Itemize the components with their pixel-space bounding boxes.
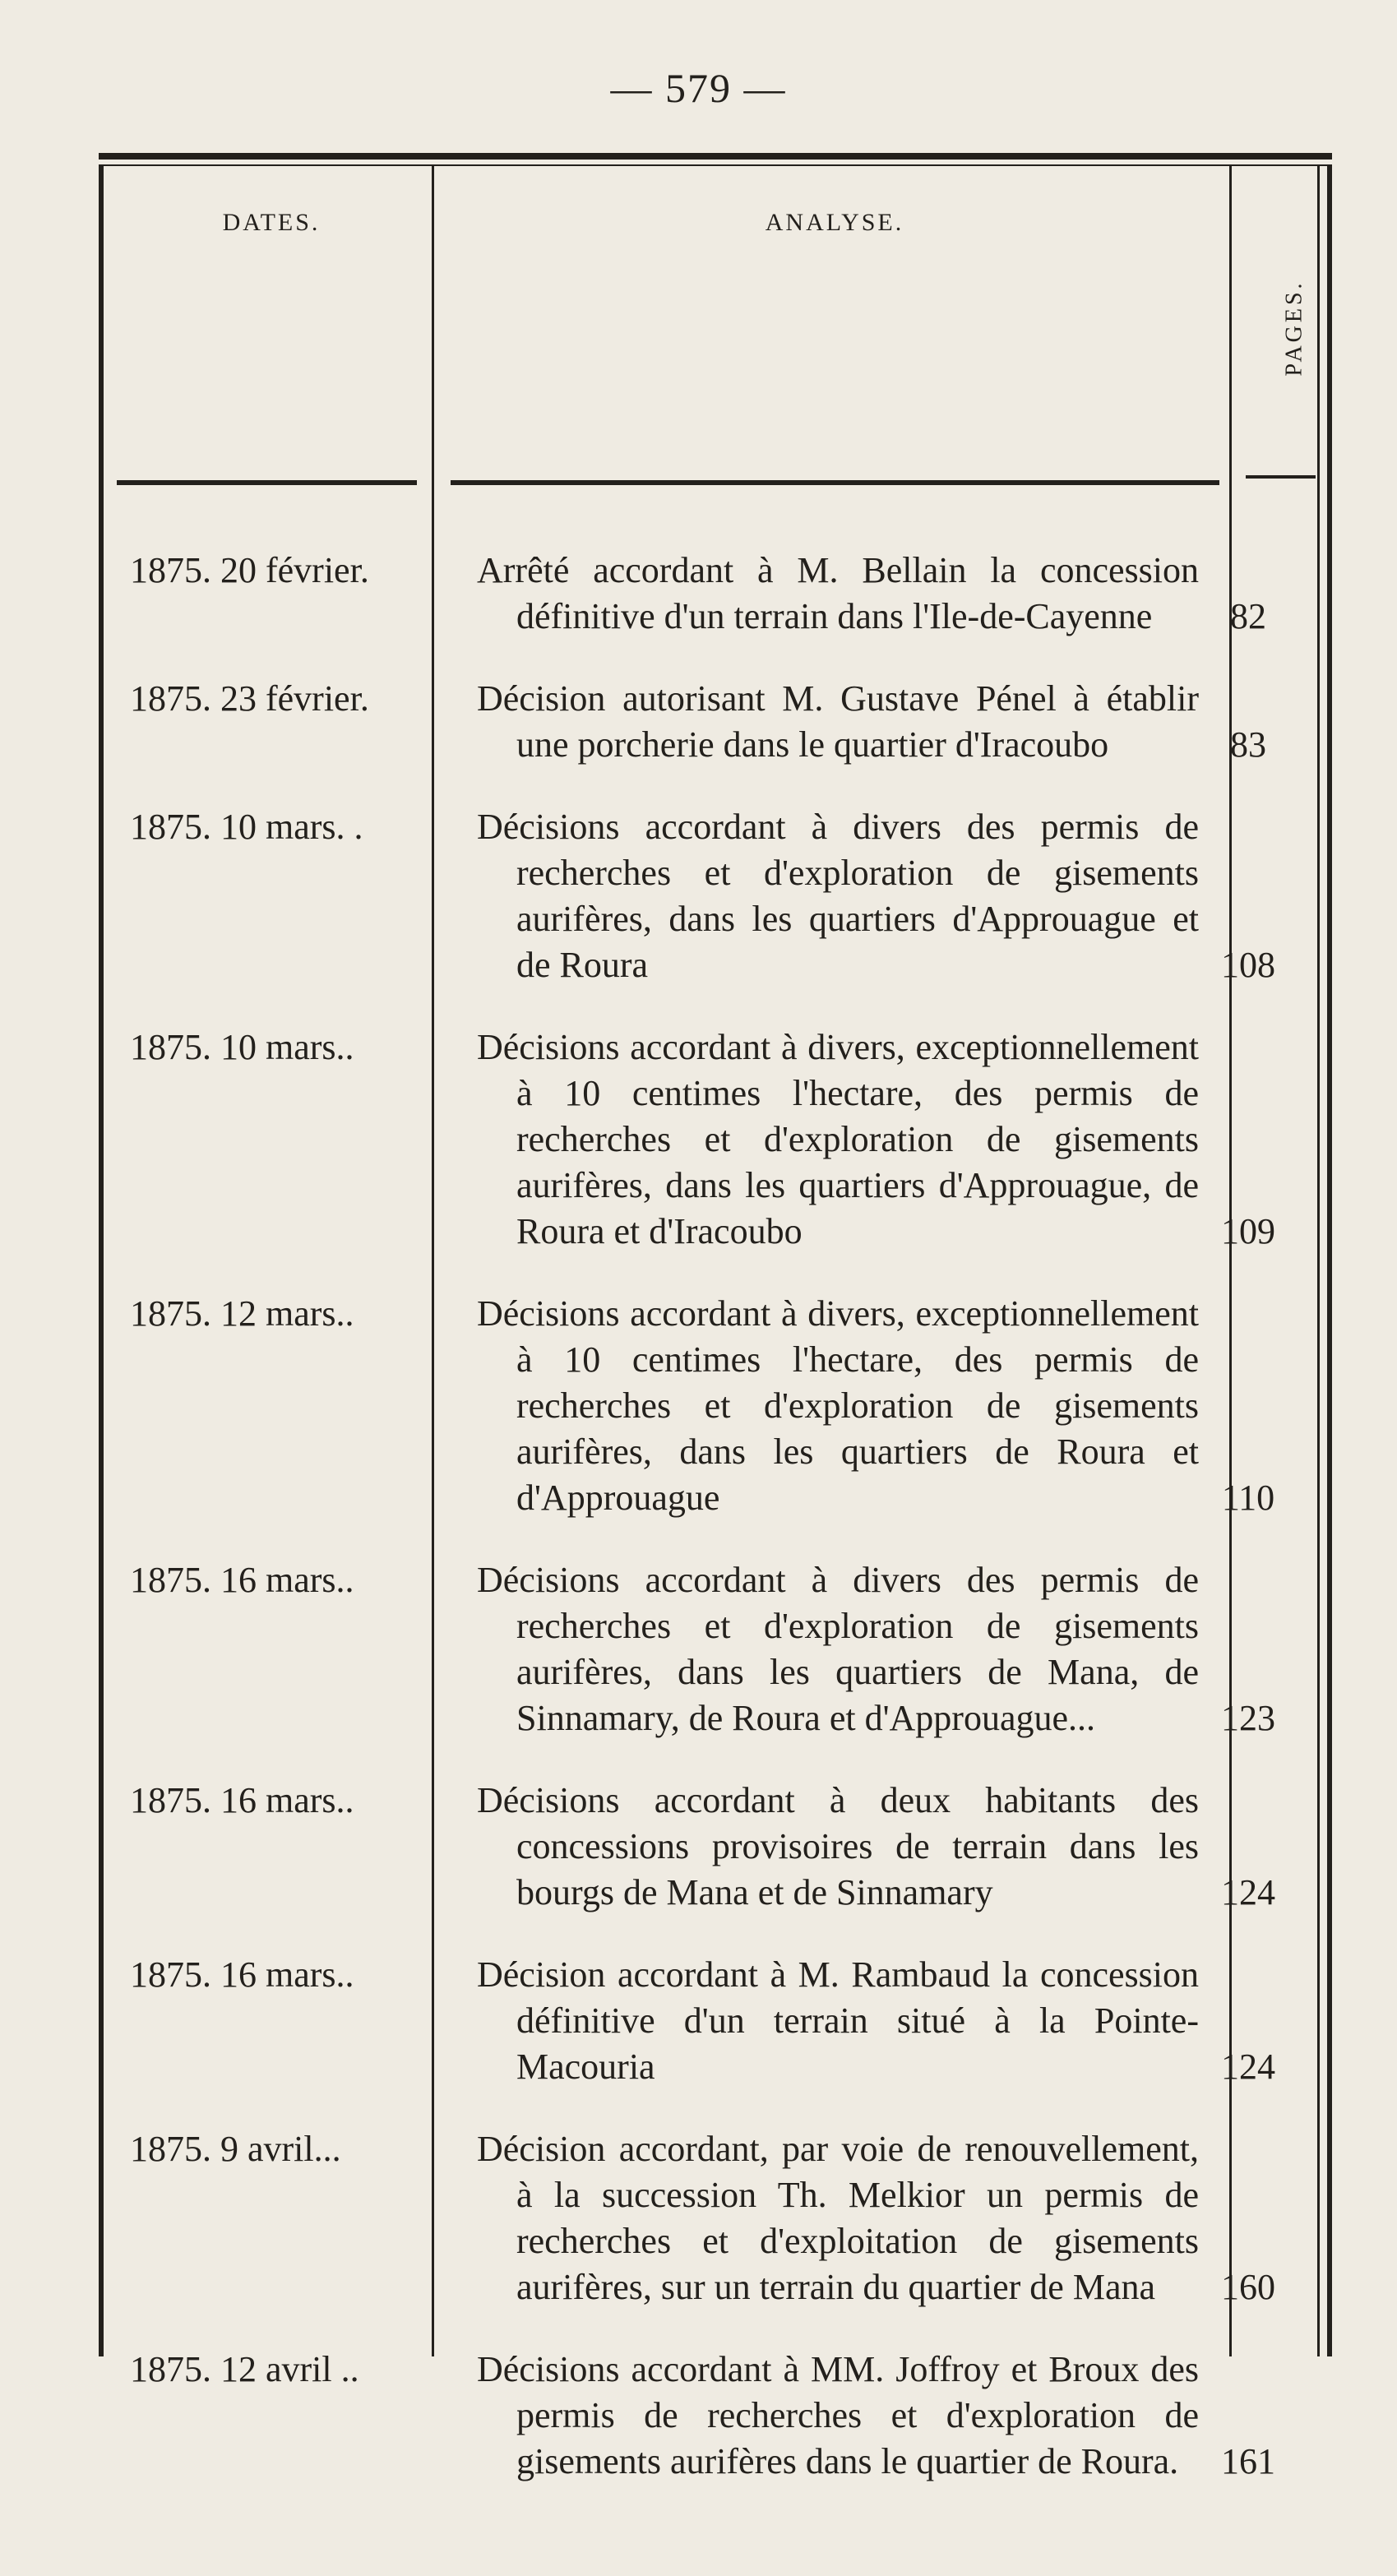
header-dates: DATES.: [222, 209, 321, 236]
entry-analysis: Décisions accordant à divers, exceptionnellement à 10 centimes l'hectare, des permis de recherches et d'exploration de gisements aurifères, dans les quartiers d'Approuague, de Roura et d'Iracoubo: [477, 1027, 1199, 1251]
entries-list: [99, 548, 1332, 2485]
table-row: [99, 1291, 1332, 1521]
table-row: [99, 1778, 1332, 1916]
entry-analysis: Arrêté accordant à M. Bellain la concession définitive d'un terrain dans l'Ile-de-Cayenne: [477, 550, 1199, 636]
top-rule: [99, 153, 1332, 160]
table-row: [99, 2126, 1332, 2310]
header-rule-dates: [117, 480, 417, 485]
entry-date: 1875. 12 avril ..: [130, 2349, 359, 2389]
entry-date: 1875. 10 mars..: [130, 1027, 354, 1067]
header-rule-pages: [1246, 475, 1316, 479]
table-row: [99, 676, 1332, 768]
entry-page: 108: [1221, 945, 1275, 985]
header-pages: PAGES.: [1282, 280, 1307, 377]
entry-analysis: Décisions accordant à divers, exceptionnellement à 10 centimes l'hectare, des permis de recherches et d'exploration de gisements aurifères, dans les quartiers de Roura et d'Approuague: [477, 1293, 1199, 1518]
entry-analysis: Décision accordant, par voie de renouvellement, à la succession Th. Melkior un permis de recherches et d'exploitation de gisements aurifères, sur un terrain du quartier de Mana: [477, 2129, 1199, 2307]
table-row: [99, 1024, 1332, 1255]
entry-analysis: Décision autorisant M. Gustave Pénel à établir une porcherie dans le quartier d'Iracoubo: [477, 678, 1199, 765]
header-rule-analysis: [451, 480, 1219, 485]
table-row: [99, 1952, 1332, 2090]
entry-page: 110: [1221, 1478, 1275, 1518]
entry-page: 83: [1230, 724, 1266, 765]
entry-date: 1875. 16 mars..: [130, 1954, 354, 1995]
entry-date: 1875. 9 avril...: [130, 2129, 341, 2169]
entry-page: 161: [1221, 2441, 1275, 2481]
entry-date: 1875. 12 mars..: [130, 1293, 354, 1334]
entry-analysis: Décisions accordant à divers des permis de recherches et d'exploration de gisements aurifères, dans les quartiers d'Approuague et de Roura: [477, 807, 1199, 985]
entry-analysis: Décision accordant à M. Rambaud la concession définitive d'un terrain situé à la Pointe-Macouria: [477, 1954, 1199, 2087]
entry-date: 1875. 16 mars..: [130, 1560, 354, 1600]
entry-date: 1875. 20 février.: [130, 550, 369, 590]
entry-analysis: Décisions accordant à deux habitants des concessions provisoires de terrain dans les bourgs de Mana et de Sinnamary: [477, 1780, 1199, 1912]
entry-analysis: Décisions accordant à MM. Joffroy et Broux des permis de recherches et d'exploration de gisements aurifères dans le quartier de Roura.: [477, 2349, 1199, 2481]
entry-page: 124: [1221, 1872, 1275, 1912]
entry-page: 124: [1221, 2046, 1275, 2087]
entry-date: 1875. 23 février.: [130, 678, 369, 719]
table-row: [99, 2347, 1332, 2485]
top-rule-thin: [99, 164, 1332, 166]
table-row: [99, 804, 1332, 988]
entry-date: 1875. 10 mars. .: [130, 807, 363, 847]
entry-page: 109: [1221, 1211, 1275, 1251]
table-row: [99, 548, 1332, 640]
table-row: [99, 1557, 1332, 1741]
entry-analysis: Décisions accordant à divers des permis de recherches et d'exploration de gisements aurifères, dans les quartiers de Mana, de Sinnamary, de Roura et d'Approuague...: [477, 1560, 1199, 1738]
entry-page: 160: [1221, 2267, 1275, 2307]
entry-date: 1875. 16 mars..: [130, 1780, 354, 1820]
index-table: [99, 153, 1332, 2481]
header-analysis: ANALYSE.: [765, 209, 904, 236]
page-number: — 579 —: [610, 65, 787, 111]
entry-page: 123: [1221, 1698, 1275, 1738]
entry-page: 82: [1230, 596, 1266, 636]
